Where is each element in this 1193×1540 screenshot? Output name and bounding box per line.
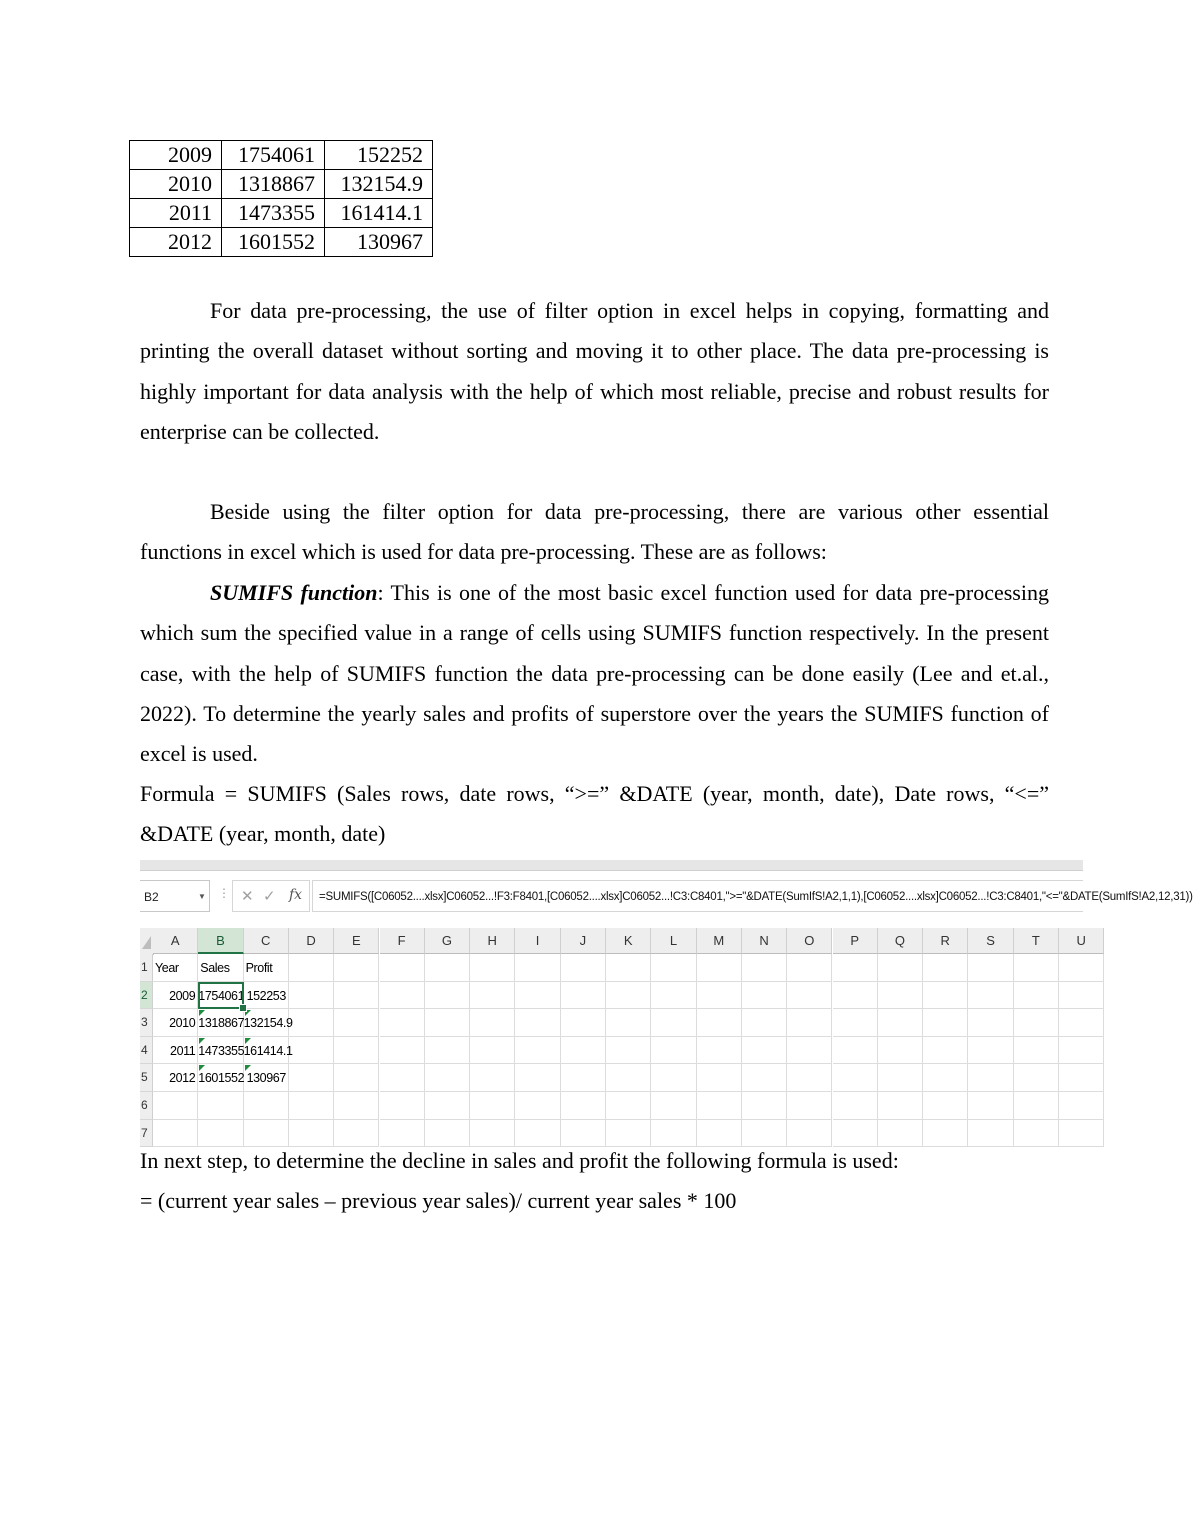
cell[interactable] xyxy=(968,1009,1013,1037)
cell[interactable] xyxy=(787,982,832,1010)
cell[interactable] xyxy=(334,1009,379,1037)
cell[interactable] xyxy=(923,1037,968,1065)
cell[interactable] xyxy=(878,1009,923,1037)
paragraph-sumifs: SUMIFS function: This is one of the most basic excel function used for data pre-processing which sum the specified value in a range of cells using SUMIFS function respectively. In the present case, with the help of SUMIFS function the data pre-processing can be done easily (Lee and et.al., 2022). To determine the yearly sales and profits of superstore over the years the SUMIFS function of excel is used. xyxy=(140,580,1049,767)
cell[interactable] xyxy=(787,1037,832,1065)
cell[interactable] xyxy=(606,1092,651,1120)
column-header-f[interactable]: F xyxy=(380,928,425,954)
table-row xyxy=(130,228,433,257)
year-cell: 2009 xyxy=(130,141,222,170)
cell[interactable] xyxy=(787,1064,832,1092)
cell[interactable] xyxy=(697,982,742,1010)
cell[interactable] xyxy=(651,982,696,1010)
cell[interactable] xyxy=(651,1092,696,1120)
cell[interactable] xyxy=(968,1064,1013,1092)
cell[interactable] xyxy=(651,954,696,982)
formula-input[interactable]: =SUMIFS([C06052....xlsx]C06052...!F3:F8401,[C06052....xlsx]C06052...!C3:C8401,">="&DATE(SumIfS!A2,1,1),[C06052....xlsx]C06052...!C3:C8401,"<="&DATE(SumIfS!A2,12,31)) xyxy=(312,880,1083,912)
cell[interactable] xyxy=(425,1064,470,1092)
data-cell[interactable]: 152253 xyxy=(244,982,289,1010)
data-cell[interactable]: 2009 xyxy=(153,982,198,1010)
cell[interactable] xyxy=(968,1092,1013,1120)
cell[interactable] xyxy=(425,982,470,1010)
cell[interactable] xyxy=(742,954,787,982)
cell[interactable] xyxy=(1014,1009,1059,1037)
cell[interactable] xyxy=(425,954,470,982)
cell[interactable] xyxy=(515,1009,560,1037)
cell[interactable] xyxy=(380,1092,425,1120)
cell[interactable] xyxy=(334,954,379,982)
cell[interactable] xyxy=(289,1009,334,1037)
data-cell[interactable]: 161414.1 xyxy=(244,1037,289,1065)
cell[interactable] xyxy=(561,1064,606,1092)
column-header-r[interactable]: R xyxy=(923,928,968,954)
column-header-e[interactable]: E xyxy=(334,928,379,954)
cell[interactable] xyxy=(742,1092,787,1120)
cell[interactable] xyxy=(833,954,878,982)
cell[interactable] xyxy=(470,954,515,982)
cell[interactable] xyxy=(833,1009,878,1037)
cell[interactable] xyxy=(923,982,968,1010)
cell[interactable] xyxy=(380,954,425,982)
ribbon-edge xyxy=(140,860,1083,871)
cell[interactable] xyxy=(833,1037,878,1065)
header-cell[interactable]: Sales xyxy=(198,954,243,982)
error-indicator-icon xyxy=(245,1065,251,1071)
cell[interactable] xyxy=(1059,954,1104,982)
column-header-i[interactable]: I xyxy=(515,928,560,954)
summary-table xyxy=(129,140,433,257)
cell[interactable] xyxy=(470,982,515,1010)
cell[interactable] xyxy=(697,1009,742,1037)
sales-cell: 1473355 xyxy=(222,199,325,228)
select-all-button[interactable] xyxy=(140,928,154,955)
cell[interactable] xyxy=(425,1092,470,1120)
cancel-icon[interactable]: ✕ xyxy=(241,888,254,905)
cell[interactable] xyxy=(923,1092,968,1120)
name-box-dropdown-icon[interactable]: ▼ xyxy=(198,892,206,901)
table-row xyxy=(130,199,433,228)
cell[interactable] xyxy=(380,1037,425,1065)
cell[interactable] xyxy=(1059,1009,1104,1037)
profit-cell: 130967 xyxy=(325,228,433,257)
data-cell[interactable]: 2011 xyxy=(153,1037,198,1065)
cell[interactable] xyxy=(787,954,832,982)
cell[interactable] xyxy=(425,1009,470,1037)
data-cell[interactable]: 130967 xyxy=(244,1064,289,1092)
cell[interactable] xyxy=(470,1009,515,1037)
cell[interactable] xyxy=(833,982,878,1010)
cell[interactable] xyxy=(968,954,1013,982)
cell[interactable] xyxy=(923,954,968,982)
cell[interactable] xyxy=(878,954,923,982)
sumifs-term: SUMIFS function xyxy=(210,580,378,605)
enter-icon[interactable]: ✓ xyxy=(263,888,276,905)
cell[interactable] xyxy=(697,954,742,982)
cell[interactable] xyxy=(1014,1037,1059,1065)
error-indicator-icon xyxy=(199,1038,205,1044)
column-header-t[interactable]: T xyxy=(1014,928,1059,954)
cell[interactable] xyxy=(289,1092,334,1120)
sales-cell: 1754061 xyxy=(222,141,325,170)
sales-cell: 1318867 xyxy=(222,170,325,199)
cell[interactable] xyxy=(470,1092,515,1120)
cell[interactable] xyxy=(561,1092,606,1120)
data-cell[interactable]: 1473355 xyxy=(198,1037,243,1065)
profit-cell: 152252 xyxy=(325,141,433,170)
cell[interactable] xyxy=(289,1037,334,1065)
data-cell[interactable]: 1754061 xyxy=(198,982,243,1010)
cell[interactable] xyxy=(833,1064,878,1092)
cell[interactable] xyxy=(1059,1120,1104,1148)
profit-cell: 132154.9 xyxy=(325,170,433,199)
paragraph-formula: Formula = SUMIFS (Sales rows, date rows, “>=” &DATE (year, month, date), Date rows, “<=” &DATE (year, month, date) xyxy=(140,781,1049,847)
cell[interactable] xyxy=(742,1037,787,1065)
cell[interactable] xyxy=(742,982,787,1010)
error-indicator-icon xyxy=(199,1010,205,1016)
cell[interactable] xyxy=(878,1092,923,1120)
paragraph-next-step: In next step, to determine the decline in sales and profit the following formula is used: xyxy=(140,1148,899,1173)
cell[interactable] xyxy=(289,982,334,1010)
column-header-s[interactable]: S xyxy=(968,928,1013,954)
cell[interactable] xyxy=(561,1037,606,1065)
cell[interactable] xyxy=(742,1064,787,1092)
cell[interactable] xyxy=(1014,1064,1059,1092)
cell[interactable] xyxy=(515,1092,560,1120)
cell[interactable] xyxy=(968,1037,1013,1065)
cell[interactable] xyxy=(198,1092,243,1120)
cell[interactable] xyxy=(334,982,379,1010)
cell[interactable] xyxy=(561,954,606,982)
cell[interactable] xyxy=(1014,982,1059,1010)
cell[interactable] xyxy=(787,1092,832,1120)
cell[interactable] xyxy=(1014,954,1059,982)
cell[interactable] xyxy=(334,1064,379,1092)
cell[interactable] xyxy=(606,954,651,982)
cell[interactable] xyxy=(380,982,425,1010)
error-indicator-icon xyxy=(199,1065,205,1071)
row-header-4[interactable]: 4 xyxy=(140,1037,153,1065)
paragraph-other-functions: Beside using the filter option for data pre-processing, there are various other essential functions in excel which is used for data pre-processing. These are as follows: xyxy=(140,499,1049,565)
column-header-k[interactable]: K xyxy=(606,928,651,954)
excel-screenshot xyxy=(140,860,1193,1140)
cell[interactable] xyxy=(380,1064,425,1092)
fill-handle[interactable] xyxy=(239,1004,247,1012)
year-cell: 2010 xyxy=(130,170,222,199)
column-header-o[interactable]: O xyxy=(787,928,832,954)
formula-tools xyxy=(232,880,310,912)
cell[interactable] xyxy=(515,954,560,982)
cell[interactable] xyxy=(515,1064,560,1092)
column-header-j[interactable]: J xyxy=(561,928,606,954)
cell[interactable] xyxy=(878,982,923,1010)
cell[interactable] xyxy=(1059,1064,1104,1092)
column-header-p[interactable]: P xyxy=(833,928,878,954)
cell[interactable] xyxy=(334,1037,379,1065)
cell[interactable] xyxy=(606,1064,651,1092)
cell[interactable] xyxy=(1059,982,1104,1010)
cell[interactable] xyxy=(1059,1037,1104,1065)
column-header-c[interactable]: C xyxy=(244,928,289,954)
insert-function-icon[interactable]: fx xyxy=(289,887,303,903)
cell[interactable] xyxy=(470,1064,515,1092)
cell[interactable] xyxy=(334,1092,379,1120)
column-header-n[interactable]: N xyxy=(742,928,787,954)
row-header-1[interactable]: 1 xyxy=(140,954,153,982)
cell[interactable] xyxy=(606,1037,651,1065)
sales-cell: 1601552 xyxy=(222,228,325,257)
cell[interactable] xyxy=(651,1009,696,1037)
cell[interactable] xyxy=(244,1092,289,1120)
column-header-l[interactable]: L xyxy=(651,928,696,954)
cell[interactable] xyxy=(1059,1092,1104,1120)
cell[interactable] xyxy=(561,1009,606,1037)
data-cell[interactable]: 2012 xyxy=(153,1064,198,1092)
row-header-3[interactable]: 3 xyxy=(140,1009,153,1037)
cell[interactable] xyxy=(878,1064,923,1092)
cell[interactable] xyxy=(425,1037,470,1065)
year-cell: 2012 xyxy=(130,228,222,257)
cell[interactable] xyxy=(697,1037,742,1065)
row-header-2[interactable]: 2 xyxy=(140,982,153,1010)
cell[interactable] xyxy=(923,1064,968,1092)
profit-cell: 161414.1 xyxy=(325,199,433,228)
row-header-7[interactable]: 7 xyxy=(140,1120,153,1148)
paragraph-decline-formula: = (current year sales – previous year sales)/ current year sales * 100 xyxy=(140,1188,737,1213)
table-row xyxy=(130,170,433,199)
worksheet-grid[interactable] xyxy=(140,928,1086,1140)
column-header-b[interactable]: B xyxy=(198,928,243,954)
more-options-icon: ⋮ xyxy=(218,886,230,900)
cell[interactable] xyxy=(606,982,651,1010)
column-header-d[interactable]: D xyxy=(289,928,334,954)
cell[interactable] xyxy=(697,1092,742,1120)
paragraph-filter-option: For data pre-processing, the use of filter option in excel helps in copying, formatting and printing the overall dataset without sorting and moving it to other place. The data pre-processing is highly important for data analysis with the help of which most reliable, precise and robust results for enterprise can be collected. xyxy=(140,298,1049,444)
cell[interactable] xyxy=(561,982,606,1010)
cell[interactable] xyxy=(651,1037,696,1065)
cell[interactable] xyxy=(697,1064,742,1092)
column-header-u[interactable]: U xyxy=(1059,928,1104,954)
column-header-m[interactable]: M xyxy=(697,928,742,954)
column-header-h[interactable]: H xyxy=(470,928,515,954)
cell[interactable] xyxy=(515,982,560,1010)
cell[interactable] xyxy=(923,1009,968,1037)
column-header-g[interactable]: G xyxy=(425,928,470,954)
cell[interactable] xyxy=(289,1064,334,1092)
header-cell[interactable]: Year xyxy=(153,954,198,982)
header-cell[interactable]: Profit xyxy=(244,954,289,982)
cell[interactable] xyxy=(833,1092,878,1120)
table-row xyxy=(130,141,433,170)
data-cell[interactable]: 1601552 xyxy=(198,1064,243,1092)
cell[interactable] xyxy=(878,1037,923,1065)
row-header-6[interactable]: 6 xyxy=(140,1092,153,1120)
cell[interactable] xyxy=(606,1009,651,1037)
error-indicator-icon xyxy=(245,1038,251,1044)
data-cell[interactable]: 2010 xyxy=(153,1009,198,1037)
cell[interactable] xyxy=(742,1009,787,1037)
row-header-5[interactable]: 5 xyxy=(140,1064,153,1092)
name-box[interactable]: B2 xyxy=(140,880,210,912)
cell[interactable] xyxy=(380,1009,425,1037)
cell[interactable] xyxy=(1014,1092,1059,1120)
column-header-a[interactable]: A xyxy=(153,928,198,954)
cell[interactable] xyxy=(787,1009,832,1037)
cell[interactable] xyxy=(470,1037,515,1065)
data-cell[interactable]: 132154.9 xyxy=(244,1009,289,1037)
cell[interactable] xyxy=(289,954,334,982)
column-header-q[interactable]: Q xyxy=(878,928,923,954)
cell[interactable] xyxy=(515,1037,560,1065)
year-cell: 2011 xyxy=(130,199,222,228)
data-cell[interactable]: 1318867 xyxy=(198,1009,243,1037)
cell[interactable] xyxy=(651,1064,696,1092)
cell[interactable] xyxy=(153,1092,198,1120)
cell[interactable] xyxy=(968,982,1013,1010)
